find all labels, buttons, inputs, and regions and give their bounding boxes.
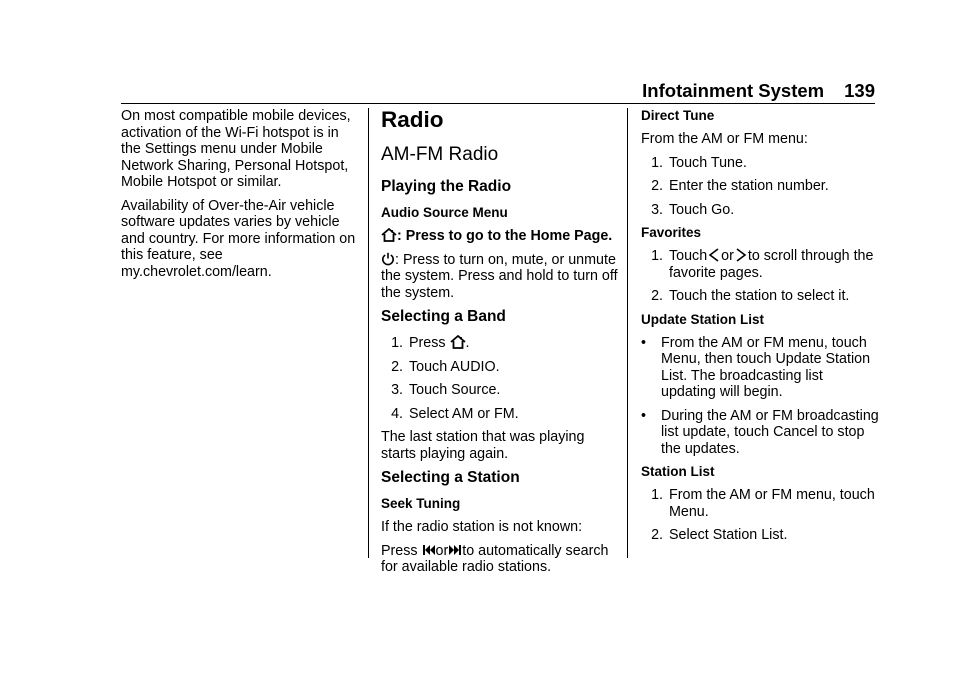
- seek-back-icon: [422, 543, 436, 557]
- list-number: 1.: [651, 248, 663, 264]
- step-text: Press: [409, 335, 446, 351]
- seek-intro: If the radio station is not known:: [381, 519, 583, 535]
- list-item: [641, 178, 879, 195]
- step-text: Touch: [669, 248, 708, 264]
- list-item: [641, 155, 879, 172]
- column-divider: [368, 108, 369, 558]
- band-steps-list: [381, 335, 619, 422]
- header-rule: [121, 103, 875, 104]
- list-item: [381, 335, 619, 352]
- list-item: [641, 527, 879, 544]
- heading-seek-tuning: Seek Tuning: [381, 496, 461, 511]
- home-icon: [381, 228, 397, 242]
- seek-or-text: or: [435, 542, 449, 559]
- bullet: •: [641, 407, 647, 424]
- column-2: [381, 108, 619, 583]
- step-text: Touch the station to select it.: [669, 288, 850, 304]
- list-number: 2.: [651, 527, 663, 543]
- list-number: 3.: [651, 201, 663, 218]
- section-title-am-fm: AM-FM Radio: [381, 144, 499, 165]
- list-number: 3.: [391, 382, 403, 398]
- heading-direct-tune: Direct Tune: [641, 108, 715, 123]
- band-note: The last station that was playing starts playing again.: [381, 429, 585, 462]
- bullet-text: During the AM or FM broadcasting list update, touch Cancel to stop the updates.: [661, 407, 879, 457]
- list-number: 2.: [651, 288, 663, 304]
- list-item: [381, 359, 619, 376]
- chevron-left-icon: [707, 248, 721, 262]
- seek-instructions: [381, 543, 619, 576]
- step-or-text: or: [721, 248, 734, 264]
- list-item: [641, 335, 879, 401]
- header-title: Infotainment System: [642, 80, 825, 101]
- bullet: •: [641, 334, 647, 351]
- column-3: [641, 108, 879, 551]
- step-suffix: .: [465, 335, 470, 351]
- step-text: Touch AUDIO.: [409, 358, 500, 375]
- direct-intro: From the AM or FM menu:: [641, 131, 808, 147]
- column-divider: [627, 108, 628, 558]
- step-text: Touch Tune.: [669, 154, 747, 171]
- step-text: to scroll through the favorite pages.: [669, 248, 874, 281]
- step-text: Touch Source.: [409, 382, 501, 398]
- direct-steps-list: [641, 155, 879, 219]
- list-number: 2.: [651, 178, 663, 194]
- list-number: 1.: [391, 335, 403, 351]
- seek-forward-icon: [448, 543, 462, 557]
- heading-playing-radio: Playing the Radio: [381, 178, 512, 195]
- list-item: [641, 288, 879, 305]
- update-bullets-list: [641, 335, 879, 458]
- heading-selecting-band: Selecting a Band: [381, 308, 506, 325]
- favorites-steps-list: [641, 248, 879, 305]
- list-item: [641, 487, 879, 520]
- list-item: [381, 382, 619, 399]
- list-number: 1.: [651, 487, 663, 503]
- step-text: From the AM or FM menu, touch Menu.: [669, 487, 875, 520]
- chevron-right-icon: [734, 248, 748, 262]
- heading-favorites: Favorites: [641, 225, 702, 240]
- step-text: Touch Go.: [669, 201, 735, 218]
- page-number: 139: [844, 80, 875, 101]
- power-description: [381, 252, 619, 302]
- column-1: [121, 108, 357, 287]
- step-text: Enter the station number.: [669, 178, 829, 194]
- list-number: 4.: [391, 405, 403, 422]
- list-number: 1.: [651, 154, 663, 171]
- list-item: [381, 406, 619, 423]
- power-icon: [381, 252, 395, 266]
- step-text: Select AM or FM.: [409, 405, 519, 422]
- section-title-radio: Radio: [381, 107, 444, 132]
- power-desc-text: : Press to turn on, mute, or unmute the system. Press and hold to turn off the system.: [381, 251, 618, 301]
- paragraph: Availability of Over-the-Air vehicle software updates varies by vehicle and country. For more information on this feature, see my.chevrolet.com/learn.: [121, 197, 356, 280]
- paragraph: On most compatible mobile devices, activation of the Wi-Fi hotspot is in the Settings menu under Mobile Network Sharing, Personal Hotspot, Mobile Hotspot or similar.: [121, 108, 351, 190]
- bullet-text: From the AM or FM menu, touch Menu, then touch Update Station List. The broadcasting list updating will begin.: [661, 334, 871, 400]
- home-icon: [450, 335, 466, 349]
- station-list-steps: [641, 487, 879, 544]
- seek-rest-text: to automatically search for available radio stations.: [381, 542, 609, 575]
- step-text: Select Station List.: [669, 527, 788, 543]
- home-description: [381, 228, 619, 245]
- list-item: [641, 202, 879, 219]
- home-desc-text: : Press to go to the Home Page.: [397, 228, 613, 244]
- heading-update-station-list: Update Station List: [641, 311, 765, 327]
- heading-station-list: Station List: [641, 464, 715, 479]
- list-item: [641, 248, 879, 281]
- list-item: [641, 408, 879, 458]
- heading-audio-source-menu: Audio Source Menu: [381, 205, 508, 220]
- list-number: 2.: [391, 358, 403, 375]
- seek-press-text: Press: [381, 542, 418, 559]
- heading-selecting-station: Selecting a Station: [381, 469, 520, 486]
